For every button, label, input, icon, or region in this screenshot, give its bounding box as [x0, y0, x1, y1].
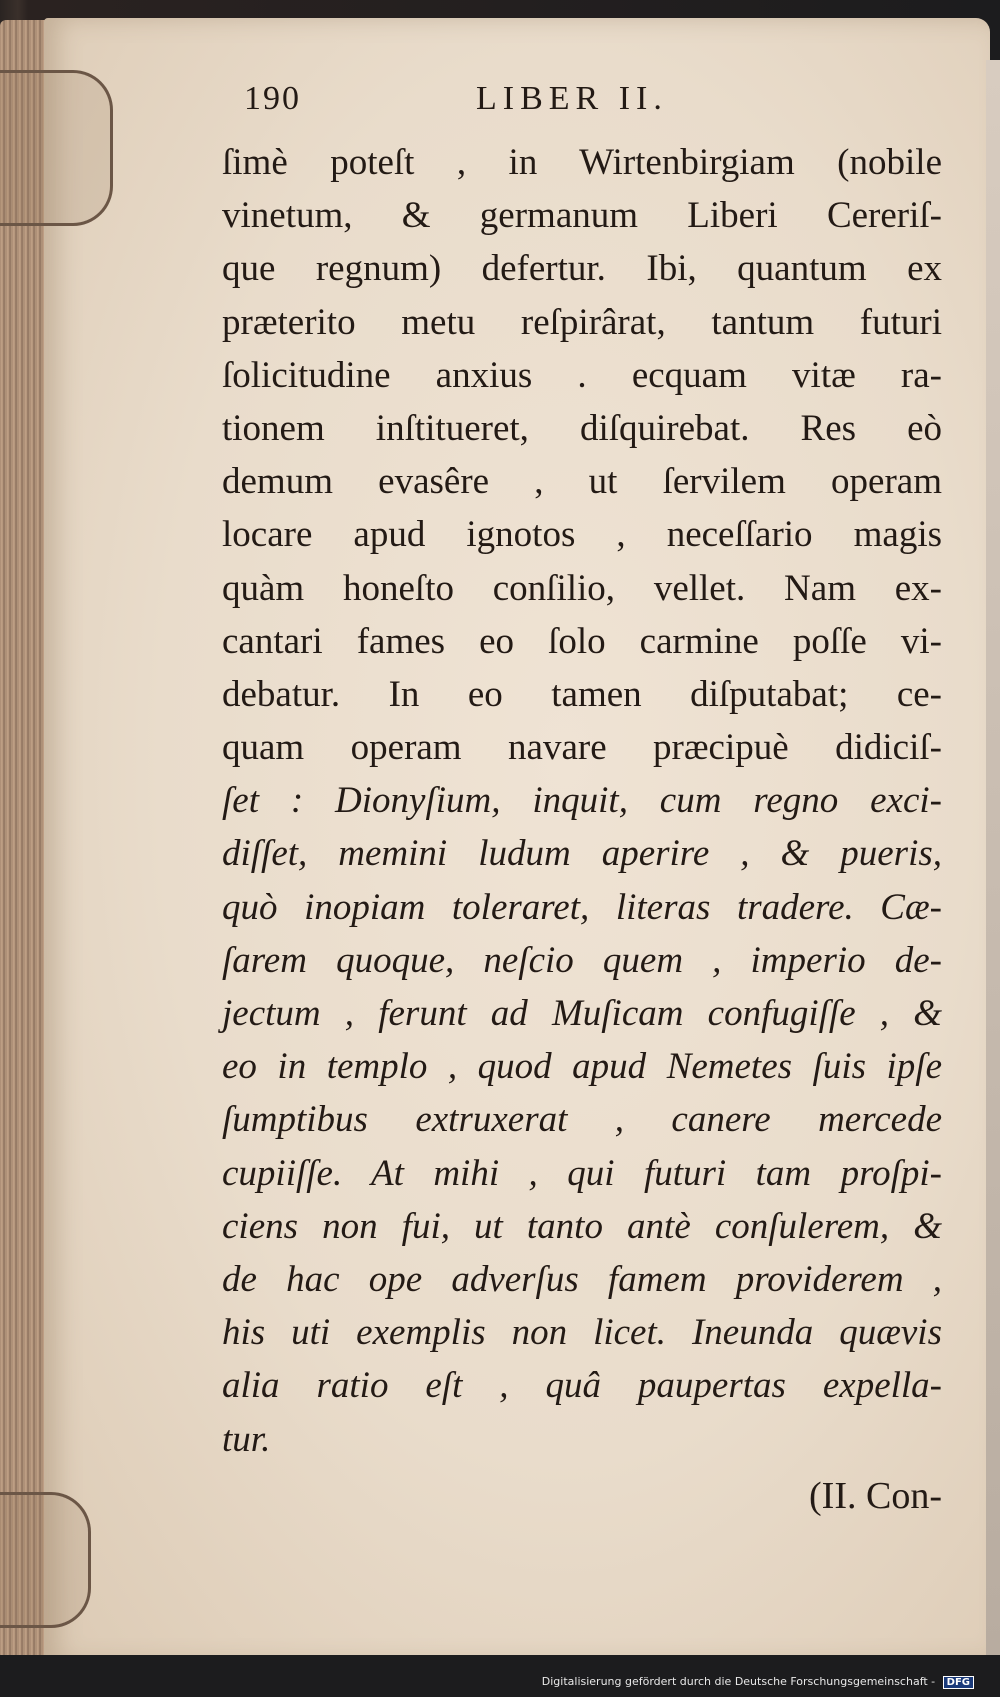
- text-line: cantari fames eo ſolo carmine poſſe vi-: [222, 620, 942, 662]
- text-line: ſimè poteſt , in Wirtenbirgiam (nobile: [222, 142, 942, 183]
- text-line-italic: de hac ope adverſus famem providerem ,: [222, 1258, 942, 1300]
- page-header: [222, 72, 942, 136]
- page-number: 190: [244, 80, 301, 117]
- dfg-logo-icon: DFG: [943, 1676, 974, 1689]
- text-line-italic: alia ratio eſt , quâ paupertas expella-: [222, 1365, 942, 1407]
- text-line: que regnum) defertur. Ibi, quantum ex: [222, 248, 942, 290]
- text-line-italic: eo in templo , quod apud Nemetes ſuis ipſe: [222, 1046, 942, 1088]
- text-line-italic: quò inopiam toleraret, literas tradere. Cæ-: [222, 886, 942, 928]
- running-head: LIBER II.: [476, 80, 668, 117]
- page-clip-top: [0, 70, 113, 226]
- body-text: [222, 136, 942, 1466]
- catchword: (II. Con-: [809, 1475, 942, 1517]
- text-line-italic: ſumptibus extruxerat , canere mercede: [222, 1099, 942, 1141]
- page-text-block: [222, 72, 942, 1517]
- credit-text: Digitalisierung gefördert durch die Deutsche Forschungsgemeinschaft -: [541, 1675, 936, 1688]
- text-line-italic: his uti exemplis non licet. Ineunda quævis: [222, 1312, 942, 1354]
- text-line: præterito metu reſpirârat, tantum futuri: [222, 301, 942, 343]
- text-line-italic: tur.: [222, 1418, 271, 1460]
- text-line-italic: ſarem quoque, neſcio quem , imperio de-: [222, 939, 942, 981]
- facing-page-edge: [986, 60, 1000, 1660]
- text-line-italic: cupiiſſe. At mihi , qui futuri tam proſpi-: [222, 1152, 942, 1194]
- text-line: debatur. In eo tamen diſputabat; ce-: [222, 673, 942, 715]
- text-line: ſolicitudine anxius . ecquam vitæ ra-: [222, 354, 942, 396]
- text-line: tionem inſtitueret, diſquirebat. Res eò: [222, 407, 942, 449]
- text-line-italic: diſſet, memini ludum aperire , & pueris,: [222, 833, 942, 875]
- text-line-italic: ciens non fui, ut tanto antè conſulerem, &: [222, 1205, 942, 1247]
- digitization-credit: [542, 1675, 974, 1689]
- text-line: vinetum, & germanum Liberi Cereriſ-: [222, 195, 942, 237]
- text-line-italic: jectum , ferunt ad Muſicam confugiſſe , &: [222, 993, 942, 1034]
- text-line: quam operam navare præcipuè didiciſ-: [222, 727, 942, 769]
- scan-footer-band: [0, 1655, 1000, 1697]
- text-line: locare apud ignotos , neceſſario magis: [222, 514, 942, 556]
- text-line: quàm honeſto conſilio, vellet. Nam ex-: [222, 567, 942, 609]
- text-line: demum evasêre , ut ſervilem operam: [222, 461, 942, 503]
- text-line-italic: ſet : Dionyſium, inquit, cum regno exci-: [222, 780, 942, 822]
- page-clip-bottom: [0, 1492, 91, 1628]
